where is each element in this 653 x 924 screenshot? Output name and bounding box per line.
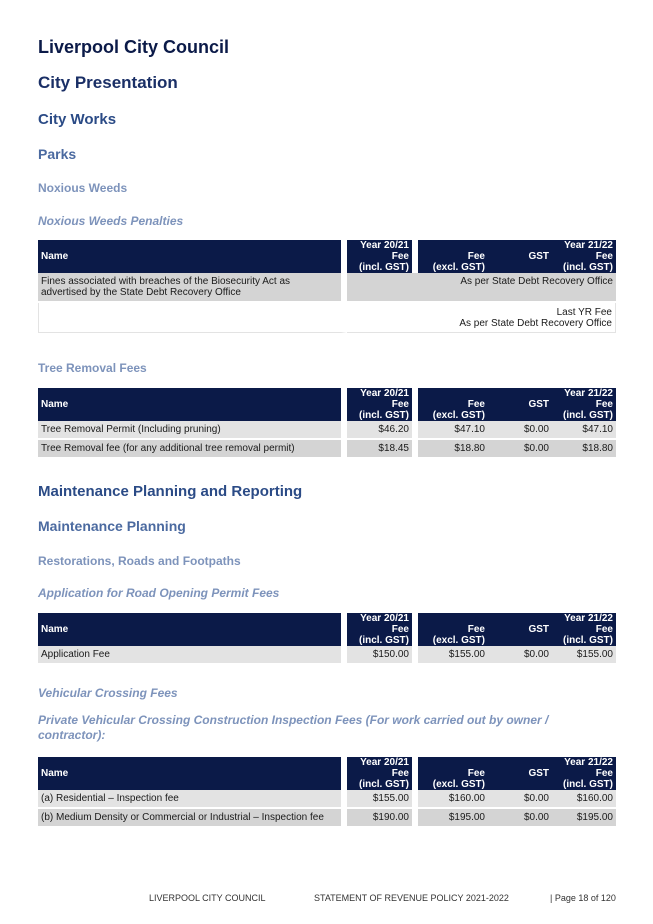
row-gst: $0.00 — [488, 421, 552, 440]
row-name: (a) Residential – Inspection fee — [38, 790, 347, 809]
road-opening-table — [38, 613, 616, 665]
header-name: Name — [38, 388, 347, 421]
header-fee-excl: Fee — [418, 768, 488, 779]
header-year-next: Year 21/22 — [418, 388, 616, 399]
header-incl-gst-next: (incl. GST) — [552, 410, 616, 421]
row-name: Tree Removal Permit (Including pruning) — [38, 421, 347, 440]
header-excl-gst: (excl. GST) — [418, 410, 488, 421]
private-vehicular-table — [38, 757, 616, 828]
header-gst: GST — [488, 399, 552, 410]
row-incl-fee: $155.00 — [552, 646, 616, 665]
page-content — [38, 36, 616, 828]
header-incl-gst-next: (incl. GST) — [552, 779, 616, 790]
row-name: Fines associated with breaches of the Biosecurity Act as advertised by the State Debt Recovery Office — [38, 273, 347, 303]
header-fee-incl: Fee — [552, 399, 616, 410]
group-title-maintenance: Maintenance Planning and Reporting — [38, 483, 303, 500]
header-year-prev: Year 20/21 — [347, 613, 418, 624]
header-fee-prev: Fee — [347, 399, 418, 410]
row-excl-fee: $155.00 — [418, 646, 488, 665]
table-row — [38, 790, 616, 809]
header-gst: GST — [488, 624, 552, 635]
row-prev-fee: $150.00 — [347, 646, 418, 665]
header-year-next: Year 21/22 — [418, 613, 616, 624]
header-incl-gst-prev: (incl. GST) — [347, 262, 418, 273]
header-year-prev: Year 20/21 — [347, 388, 418, 399]
header-fee-excl: Fee — [418, 624, 488, 635]
header-excl-gst: (excl. GST) — [418, 635, 488, 646]
table-row — [38, 303, 616, 333]
last-yr-label: Last YR Fee — [556, 307, 612, 318]
table-header-row — [38, 240, 616, 251]
header-fee-excl: Fee — [418, 251, 488, 262]
last-yr-value: As per State Debt Recovery Office — [459, 318, 612, 329]
row-excl-fee: $160.00 — [418, 790, 488, 809]
row-prev-fee: $46.20 — [347, 421, 418, 440]
table-title-private-vehicular: Private Vehicular Crossing Construction Inspection Fees (For work carried out by owner / contractor): — [38, 713, 549, 742]
table-row — [38, 273, 616, 303]
header-fee-incl: Fee — [552, 768, 616, 779]
row-incl-fee: $195.00 — [552, 809, 616, 828]
row-gst: $0.00 — [488, 790, 552, 809]
table-row — [38, 440, 616, 459]
header-incl-gst-next: (incl. GST) — [552, 262, 616, 273]
row-gst: $0.00 — [488, 440, 552, 459]
header-year-next: Year 21/22 — [418, 240, 616, 251]
row-incl-fee: $160.00 — [552, 790, 616, 809]
header-gst: GST — [488, 251, 552, 262]
header-name: Name — [38, 757, 347, 790]
header-gst-blank — [488, 410, 552, 421]
header-fee-incl: Fee — [552, 251, 616, 262]
row-name: Application Fee — [38, 646, 347, 665]
header-incl-gst-prev: (incl. GST) — [347, 779, 418, 790]
header-year-next: Year 21/22 — [418, 757, 616, 768]
header-fee-prev: Fee — [347, 768, 418, 779]
row-value: As per State Debt Recovery Office — [347, 273, 616, 303]
tree-removal-table — [38, 388, 616, 459]
row-excl-fee: $18.80 — [418, 440, 488, 459]
group-subtitle-noxious-weeds: Noxious Weeds — [38, 181, 128, 195]
footer-document: STATEMENT OF REVENUE POLICY 2021-2022 — [314, 893, 509, 903]
header-year-prev: Year 20/21 — [347, 757, 418, 768]
row-excl-fee: $195.00 — [418, 809, 488, 828]
row-prev-fee: $190.00 — [347, 809, 418, 828]
header-gst-blank — [488, 635, 552, 646]
row-name: (b) Medium Density or Commercial or Industrial – Inspection fee — [38, 809, 347, 828]
header-fee-incl: Fee — [552, 624, 616, 635]
row-excl-fee: $47.10 — [418, 421, 488, 440]
footer-page-number: | Page 18 of 120 — [550, 893, 616, 903]
footer-org: LIVERPOOL CITY COUNCIL — [149, 893, 266, 903]
header-gst-blank — [488, 779, 552, 790]
noxious-penalties-table — [38, 240, 616, 333]
row-name-blank — [38, 303, 347, 333]
table-title-tree-removal: Tree Removal Fees — [38, 361, 147, 375]
header-fee-prev: Fee — [347, 251, 418, 262]
header-name: Name — [38, 240, 347, 273]
header-gst-blank — [488, 262, 552, 273]
table-title-noxious-penalties: Noxious Weeds Penalties — [38, 214, 184, 228]
section-title: City Presentation — [38, 73, 178, 92]
row-name: Tree Removal fee (for any additional tree removal permit) — [38, 440, 347, 459]
row-last-year — [347, 303, 616, 333]
group-title-parks: Parks — [38, 146, 77, 162]
header-incl-gst-prev: (incl. GST) — [347, 635, 418, 646]
row-prev-fee: $18.45 — [347, 440, 418, 459]
subsection-title: City Works — [38, 111, 117, 128]
header-excl-gst: (excl. GST) — [418, 262, 488, 273]
row-gst: $0.00 — [488, 646, 552, 665]
row-prev-fee: $155.00 — [347, 790, 418, 809]
group-subtitle-maintenance-planning: Maintenance Planning — [38, 518, 186, 534]
header-incl-gst-next: (incl. GST) — [552, 635, 616, 646]
org-title: Liverpool City Council — [38, 37, 230, 57]
table-title-road-opening: Application for Road Opening Permit Fees — [38, 586, 280, 600]
header-fee-prev: Fee — [347, 624, 418, 635]
table-title-vehicular-crossing: Vehicular Crossing Fees — [38, 686, 178, 700]
header-gst: GST — [488, 768, 552, 779]
header-name: Name — [38, 613, 347, 646]
table-row — [38, 646, 616, 665]
row-gst: $0.00 — [488, 809, 552, 828]
header-fee-excl: Fee — [418, 399, 488, 410]
header-excl-gst: (excl. GST) — [418, 779, 488, 790]
row-incl-fee: $47.10 — [552, 421, 616, 440]
table-row — [38, 809, 616, 828]
row-incl-fee: $18.80 — [552, 440, 616, 459]
header-year-prev: Year 20/21 — [347, 240, 418, 251]
group-subtitle-restorations: Restorations, Roads and Footpaths — [38, 554, 241, 568]
header-incl-gst-prev: (incl. GST) — [347, 410, 418, 421]
table-row — [38, 421, 616, 440]
